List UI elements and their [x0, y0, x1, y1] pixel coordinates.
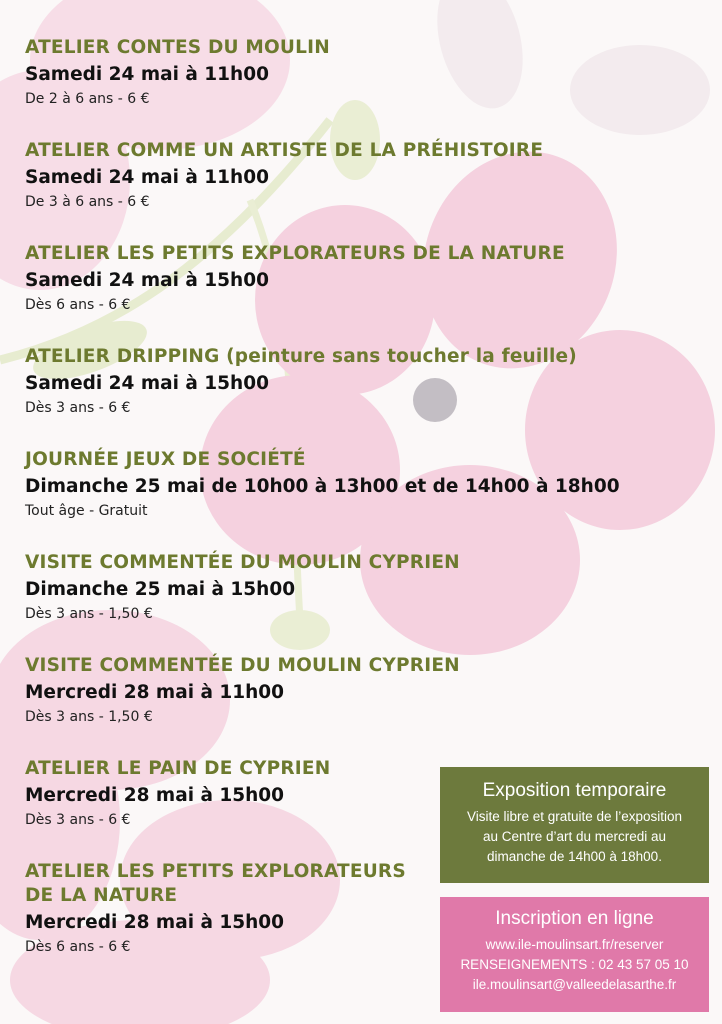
event-date: Samedi 24 mai à 11h00: [25, 167, 269, 188]
event-title-line1: ATELIER LES PETITS EXPLORATEURS: [25, 861, 406, 882]
event-date: Dimanche 25 mai de 10h00 à 13h00 et de 14h00 à 18h00: [25, 476, 620, 497]
expo-title: Exposition temporaire: [482, 780, 667, 801]
event-item: [25, 139, 625, 212]
event-item: [25, 448, 625, 521]
event-date: Dimanche 25 mai à 15h00: [25, 579, 296, 600]
event-info: Dès 3 ans - 6 €: [25, 812, 131, 828]
event-item: [25, 345, 625, 418]
event-info: Dès 3 ans - 6 €: [25, 400, 131, 416]
event-title: ATELIER CONTES DU MOULIN: [25, 37, 330, 58]
event-info: De 3 à 6 ans - 6 €: [25, 194, 150, 210]
expo-line: au Centre d’art du mercredi au: [482, 829, 667, 844]
expo-box: [440, 767, 709, 883]
event-info: Dès 6 ans - 6 €: [25, 939, 131, 955]
event-title: VISITE COMMENTÉE DU MOULIN CYPRIEN: [25, 655, 460, 676]
event-date: Samedi 24 mai à 15h00: [25, 270, 269, 291]
event-date: Mercredi 28 mai à 11h00: [25, 682, 285, 703]
inscription-title: Inscription en ligne: [495, 908, 654, 929]
expo-line: dimanche de 14h00 à 18h00.: [487, 849, 662, 864]
event-info: Dès 3 ans - 1,50 €: [25, 606, 153, 622]
event-title: VISITE COMMENTÉE DU MOULIN CYPRIEN: [25, 552, 460, 573]
event-item: [25, 551, 625, 624]
email-link[interactable]: ile.moulinsart@valleedelasarthe.fr: [472, 977, 677, 992]
expo-line: Visite libre et gratuite de l’exposition: [466, 809, 683, 824]
event-title: ATELIER LES PETITS EXPLORATEURS DE LA NATURE: [25, 243, 565, 264]
event-title: ATELIER LE PAIN DE CYPRIEN: [25, 758, 331, 779]
event-title: ATELIER DRIPPING (peinture sans toucher la feuille): [25, 346, 577, 367]
event-info: De 2 à 6 ans - 6 €: [25, 91, 150, 107]
event-date: Samedi 24 mai à 15h00: [25, 373, 269, 394]
event-item: [25, 242, 625, 315]
event-title-line2: DE LA NATURE: [25, 885, 178, 906]
event-date: Mercredi 28 mai à 15h00: [25, 912, 285, 933]
event-info: Dès 3 ans - 1,50 €: [25, 709, 153, 725]
event-info: Tout âge - Gratuit: [25, 503, 148, 519]
event-title: JOURNÉE JEUX DE SOCIÉTÉ: [25, 449, 306, 470]
event-item: [25, 36, 625, 109]
event-item: [25, 654, 625, 727]
phone-info: RENSEIGNEMENTS : 02 43 57 05 10: [460, 957, 689, 972]
event-date: Mercredi 28 mai à 15h00: [25, 785, 285, 806]
event-date: Samedi 24 mai à 11h00: [25, 64, 269, 85]
inscription-box: [440, 897, 709, 1012]
website-link[interactable]: www.ile-moulinsart.fr/reserver: [485, 937, 664, 952]
event-title: ATELIER COMME UN ARTISTE DE LA PRÉHISTOIRE: [25, 140, 544, 161]
event-info: Dès 6 ans - 6 €: [25, 297, 131, 313]
